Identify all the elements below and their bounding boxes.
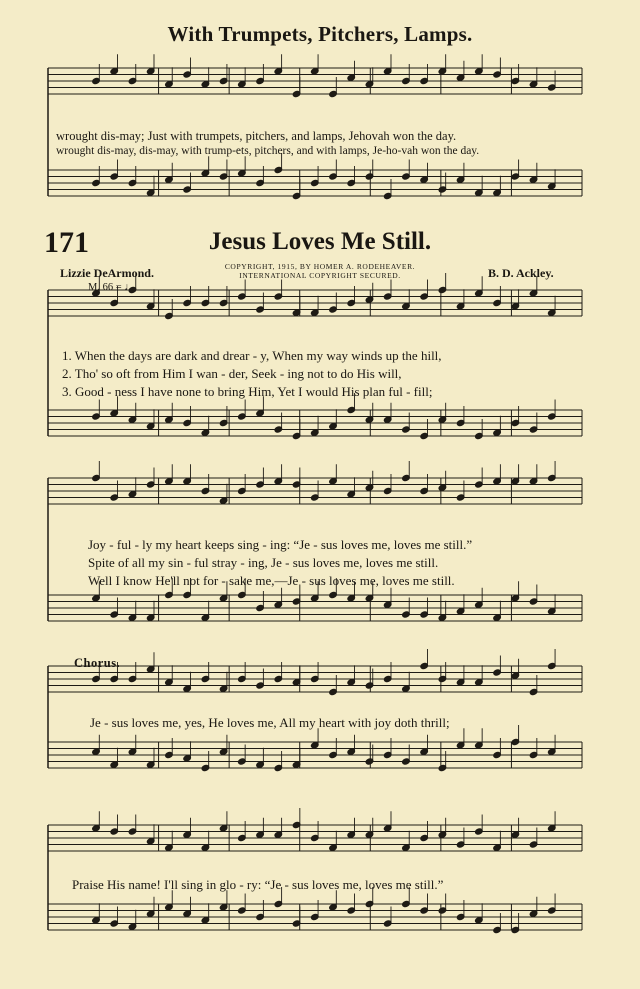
- verse-1-line-a: 1. When the days are dark and drear - y, When my way winds up the hill,: [62, 348, 442, 363]
- verse-1-line-b: Joy - ful - ly my heart keeps sing - ing: “Je - sus loves me, loves me still.”: [88, 537, 473, 552]
- chorus-line-2: Praise His name! I'll sing in glo - ry: “Je - sus loves me, loves me still.”: [72, 877, 444, 892]
- previous-hymn-title: With Trumpets, Pitchers, Lamps.: [167, 22, 473, 46]
- chorus-line-1: Je - sus loves me, yes, He loves me, All my heart with joy doth thrill;: [90, 715, 450, 730]
- copyright-line-2: INTERNATIONAL COPYRIGHT SECURED.: [239, 271, 401, 280]
- verse-3-line-b: Well I know He'll not for - sake me,—Je - sus loves me, loves me still.: [88, 573, 455, 588]
- hymn-title: Jesus Loves Me Still.: [208, 228, 432, 255]
- chorus-label: Chorus.: [74, 656, 121, 670]
- tempo-marking: [88, 282, 135, 293]
- tempo-label: M. 66 =: [88, 282, 122, 293]
- verse-3-line-a: 3. Good - ness I have none to bring Him, Yet I would His plan ful - fill;: [62, 384, 433, 399]
- verse-2-line-b: Spite of all my sin - ful stray - ing, Je - sus loves me, loves me still.: [88, 555, 439, 570]
- lyricist: Lizzie DeArmond.: [60, 266, 154, 280]
- copyright-line-1: COPYRIGHT, 1915, BY HOMER A. RODEHEAVER.: [224, 262, 416, 271]
- previous-hymn-lyric-1: wrought dis-may; Just with trumpets, pitchers, and lamps, Jehovah won the day.: [56, 129, 457, 143]
- hymn-number: 171: [44, 226, 89, 259]
- composer: B. D. Ackley.: [488, 266, 554, 280]
- previous-hymn-lyric-2: wrought dis-may, dis-may, with trump-ets, pitchers, and with lamps, Je-ho-vah won the day.: [56, 145, 480, 157]
- verse-2-line-a: 2. Tho' so oft from Him I wan - der, Seek - ing not to do His will,: [62, 366, 402, 381]
- quarter-note-icon: ♩: [124, 282, 135, 293]
